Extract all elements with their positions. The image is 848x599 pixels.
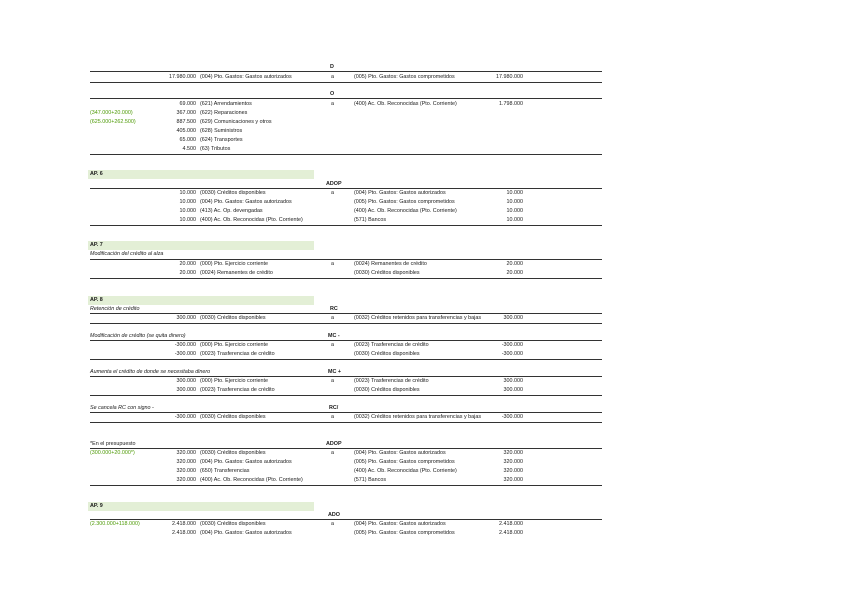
- rule: [90, 225, 602, 226]
- op-code-rc: RC: [330, 306, 338, 312]
- amount-debit: 320.000: [176, 468, 196, 474]
- account-debit: (0024) Remanentes de crédito: [200, 270, 273, 276]
- account-credit: (005) Pto. Gastos: Gastos comprometidos: [354, 459, 455, 465]
- amount-debit: 405.000: [176, 128, 196, 134]
- rule: [90, 485, 602, 486]
- amount-credit: 20.000: [506, 261, 523, 267]
- account-credit: (004) Pto. Gastos: Gastos autorizados: [354, 521, 446, 527]
- amount-credit: 300.000: [503, 387, 523, 393]
- account-credit: (005) Pto. Gastos: Gastos comprometidos: [354, 199, 455, 205]
- op-code-mc-plus: MC +: [328, 369, 342, 375]
- rule: [90, 359, 602, 360]
- section-title-ap6: AP. 6: [90, 171, 103, 177]
- amount-debit: 367.000: [176, 110, 196, 116]
- rule: [90, 154, 602, 155]
- connector-a: a: [331, 74, 334, 80]
- amount-credit: 20.000: [506, 270, 523, 276]
- rule: [90, 323, 602, 324]
- connector-a: a: [331, 450, 334, 456]
- account-debit: (000) Pto. Ejercicio corriente: [200, 261, 269, 267]
- amount-debit: 2.418.000: [172, 530, 196, 536]
- calc-note: (2.300.000+118.000): [90, 521, 140, 527]
- account-credit: (400) Ac. Ob. Reconocidas (Pto. Corriente): [354, 468, 457, 474]
- amount-credit: 2.418.000: [499, 521, 523, 527]
- rule: [90, 188, 602, 189]
- connector-a: a: [331, 521, 334, 527]
- amount-debit: 300.000: [176, 387, 196, 393]
- amount-debit: -300.000: [174, 351, 196, 357]
- amount-debit: 20.000: [179, 270, 196, 276]
- account-credit: (571) Bancos: [354, 217, 387, 223]
- op-code-rc-slash: RC/: [329, 405, 339, 411]
- account-credit: (005) Pto. Gastos: Gastos comprometidos: [354, 74, 455, 80]
- amount-debit: 69.000: [179, 101, 196, 107]
- amount-credit: 320.000: [503, 468, 523, 474]
- entry-label: *En el presupuesto: [90, 441, 136, 447]
- account-debit: (629) Comunicaciones y otros: [200, 119, 272, 125]
- amount-debit: -300.000: [174, 342, 196, 348]
- connector-a: a: [331, 190, 334, 196]
- account-debit: (650) Transferencias: [200, 468, 250, 474]
- section-title-ap9: AP. 9: [90, 503, 103, 509]
- op-code-d: D: [330, 64, 334, 70]
- rule: [90, 278, 602, 279]
- amount-credit: -300.000: [501, 342, 523, 348]
- account-debit: (004) Pto. Gastos: Gastos autorizados: [200, 530, 292, 536]
- amount-debit: 887.500: [176, 119, 196, 125]
- rule: [90, 422, 602, 423]
- account-credit: (571) Bancos: [354, 477, 387, 483]
- account-debit: (000) Pto. Ejercicio corriente: [200, 342, 269, 348]
- rule: [90, 82, 602, 83]
- rule: [90, 412, 602, 413]
- account-debit: (628) Suministros: [200, 128, 243, 134]
- connector-a: a: [331, 342, 334, 348]
- amount-credit: 320.000: [503, 477, 523, 483]
- rule: [90, 519, 602, 520]
- account-debit: (624) Transportes: [200, 137, 243, 143]
- rule: [90, 448, 602, 449]
- account-debit: (621) Arrendamientos: [200, 101, 252, 107]
- op-code-mc-minus: MC -: [328, 333, 340, 339]
- amount-debit: 10.000: [179, 199, 196, 205]
- account-credit: (0023) Trasferencias de crédito: [354, 378, 429, 384]
- amount-credit: 17.980.000: [496, 74, 523, 80]
- op-code-o: O: [330, 91, 335, 97]
- account-credit: (0030) Créditos disponibles: [354, 387, 420, 393]
- account-debit: (004) Pto. Gastos: Gastos autorizados: [200, 199, 292, 205]
- amount-credit: -300.000: [501, 414, 523, 420]
- account-credit: (0023) Trasferencias de crédito: [354, 342, 429, 348]
- calc-note: (347.000+20.000): [90, 110, 133, 116]
- entry-label: Aumenta el crédito de donde se necesitaba dinero: [90, 369, 211, 375]
- connector-a: a: [331, 315, 334, 321]
- account-debit: (63) Tributos: [200, 146, 231, 152]
- rule: [90, 98, 602, 99]
- rule: [90, 313, 602, 314]
- account-debit: (0030) Créditos disponibles: [200, 450, 266, 456]
- account-debit: (0030) Créditos disponibles: [200, 521, 266, 527]
- section-title-ap7: AP. 7: [90, 242, 103, 248]
- op-code-adop: ADOP: [326, 441, 342, 447]
- account-credit: (400) Ac. Ob. Reconocidas (Pto. Corriente): [354, 101, 457, 107]
- section-subtitle: Modificación del crédito al alza: [90, 251, 164, 257]
- amount-credit: 10.000: [506, 199, 523, 205]
- calc-note: (300.000+20.000*): [90, 450, 135, 456]
- calc-note: (625.000+262.500): [90, 119, 136, 125]
- amount-debit: 65.000: [179, 137, 196, 143]
- account-debit: (400) Ac. Ob. Reconocidas (Pto. Corriente): [200, 477, 303, 483]
- amount-debit: 320.000: [176, 477, 196, 483]
- amount-debit: 4.500: [182, 146, 196, 152]
- op-code-ado: ADO: [328, 512, 340, 518]
- amount-debit: 10.000: [179, 208, 196, 214]
- rule: [90, 340, 602, 341]
- account-credit: (400) Ac. Ob. Reconocidas (Pto. Corriente): [354, 208, 457, 214]
- amount-debit: 2.418.000: [172, 521, 196, 527]
- amount-debit: 320.000: [176, 459, 196, 465]
- rule: [90, 395, 602, 396]
- rule: [90, 259, 602, 260]
- entry-label: Modificación de crédito (se quita dinero): [90, 333, 186, 339]
- account-debit: (000) Pto. Ejercicio corriente: [200, 378, 269, 384]
- amount-credit: 320.000: [503, 459, 523, 465]
- account-credit: (004) Pto. Gastos: Gastos autorizados: [354, 450, 446, 456]
- amount-credit: 1.798.000: [499, 101, 523, 107]
- account-credit: (004) Pto. Gastos: Gastos autorizados: [354, 190, 446, 196]
- account-credit: (0030) Créditos disponibles: [354, 270, 420, 276]
- amount-credit: 10.000: [506, 190, 523, 196]
- account-debit: (0023) Trasferencias de crédito: [200, 351, 275, 357]
- amount-credit: 10.000: [506, 217, 523, 223]
- amount-debit: -300.000: [174, 414, 196, 420]
- amount-credit: 2.418.000: [499, 530, 523, 536]
- account-debit: (0030) Créditos disponibles: [200, 315, 266, 321]
- account-debit: (0030) Créditos disponibles: [200, 414, 266, 420]
- amount-credit: 300.000: [503, 378, 523, 384]
- section-band: [88, 170, 314, 179]
- connector-a: a: [331, 414, 334, 420]
- amount-debit: 10.000: [179, 190, 196, 196]
- amount-debit: 20.000: [179, 261, 196, 267]
- section-band: [88, 502, 314, 511]
- account-credit: (0030) Créditos disponibles: [354, 351, 420, 357]
- connector-a: a: [331, 378, 334, 384]
- amount-credit: 10.000: [506, 208, 523, 214]
- amount-debit: 320.000: [176, 450, 196, 456]
- entry-label: Retención de crédito: [90, 306, 140, 312]
- rule: [90, 71, 602, 72]
- connector-a: a: [331, 261, 334, 267]
- account-debit: (622) Reparaciones: [200, 110, 248, 116]
- amount-credit: 300.000: [503, 315, 523, 321]
- amount-debit: 10.000: [179, 217, 196, 223]
- account-debit: (0023) Trasferencias de crédito: [200, 387, 275, 393]
- amount-debit: 17.980.000: [169, 74, 196, 80]
- amount-debit: 300.000: [176, 378, 196, 384]
- section-title-ap8: AP. 8: [90, 297, 103, 303]
- account-debit: (413) Ac. Op. devengadas: [200, 208, 263, 214]
- account-debit: (004) Pto. Gastos: Gastos autorizados: [200, 74, 292, 80]
- section-band: [88, 241, 314, 250]
- account-credit: (0032) Créditos retenidos para transferencias y bajas: [354, 315, 482, 321]
- op-code-adop: ADOP: [326, 181, 342, 187]
- connector-a: a: [331, 101, 334, 107]
- amount-debit: 300.000: [176, 315, 196, 321]
- account-credit: (0032) Créditos retenidos para transferencias y bajas: [354, 414, 482, 420]
- amount-credit: -300.000: [501, 351, 523, 357]
- entry-label: Se cancela RC con signo -: [90, 405, 154, 411]
- account-credit: (0024) Remanentes de crédito: [354, 261, 427, 267]
- account-debit: (004) Pto. Gastos: Gastos autorizados: [200, 459, 292, 465]
- amount-credit: 320.000: [503, 450, 523, 456]
- section-band: [88, 296, 314, 305]
- account-debit: (400) Ac. Ob. Reconocidas (Pto. Corriente): [200, 217, 303, 223]
- account-debit: (0030) Créditos disponibles: [200, 190, 266, 196]
- account-credit: (005) Pto. Gastos: Gastos comprometidos: [354, 530, 455, 536]
- rule: [90, 376, 602, 377]
